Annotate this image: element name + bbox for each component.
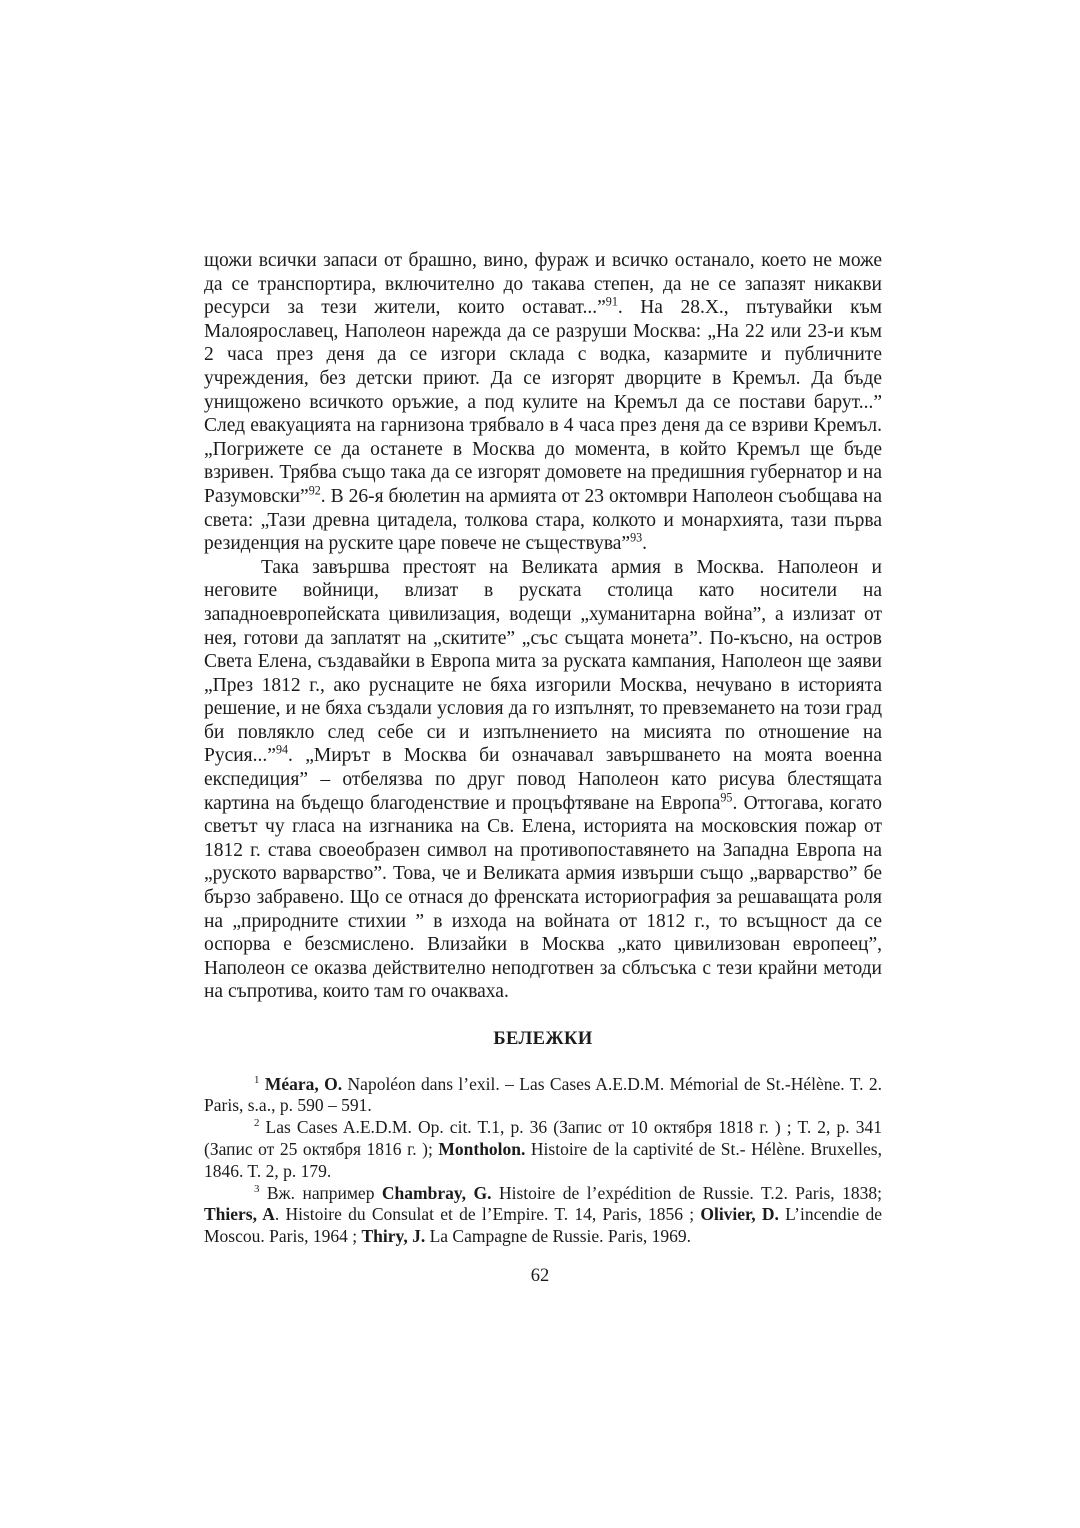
body-paragraph-2: Така завършва престоят на Великата армия в Москва. Наполеон и неговите войници, влизат в руската столица като носители на западноевропейската цивилизация, водещи „хуманитарна война”, а излизат от нея, готови да заплатят на „скитите” „със същата монета”. По-късно, на остров Света Елена, създавайки в Европа мита за руската кампания, Наполеон ще заяви „През 1812 г., ако руснаците не бяха изгорили Москва, нечувано в историята решение, и не бяха създали условия да го изпълнят, то превземането на този град би повлякло след себе си и изпълнението на мисията по отношение на Русия...”$^{94}$. „Мирът в Москва би означавал завършването на моята военна експедиция” – отбелязва по друг повод Наполеон като рисува блестящата картина на бъдещо благоденствие и процъфтяване на Европа$^{95}$. Оттогава, когато светът чу гласа на изгнаника на Св. Елена, историята на московския пожар от 1812 г. става своеобразен символ на противопоставянето на Западна Европа на „руското варварство”. Това, че и Великата армия извърши също „варварство” бе бързо забравено. Що се отнася до френската историография за решаващата роля на „природните стихии ” в изхода на войната от 1812 г., то всъщност да се оспорва е безсмислено. Влизайки в Москва „като цивилизован европеец”, Наполеон се оказва действително неподготвен за сблъсъка с тези крайни методи на съпротива, които там го очакваха. [204,556,883,1003]
footnotes-section [204,1074,882,1248]
footnote-3: $^3$ Вж. например Chambray, G. Histoire de l’expédition de Russie. T.2. Paris, 1838; Thiers, A. Histoire du Consulat et de l’Empire. T. 14, Paris, 1856 ; Olivier, D. L’incendie de Moscou. Paris, 1964 ; Thiry, J. La Campagne de Russie. Paris, 1969. [204,1182,882,1247]
page-number: 62 [530,1266,550,1286]
text-block [204,249,882,1248]
footnote-1: $^1$ Méara, O. Napoléon dans l’exil. – Las Cases A.E.D.M. Mémorial de St.-Hélène. T. 2. Paris, s.a., p. 590 – 591. [204,1073,883,1116]
notes-heading: БЕЛЕЖКИ [493,1029,593,1049]
body-paragraph-1: щожи всички запаси от брашно, вино, фураж и всичко останало, което не може да се транспортира, включително до такава степен, да не се запазят никакви ресурси за тези жители, които остават...”$^{91}$. На 28.Х., пътувайки към Малоярославец, Наполеон нарежда да се разруши Москва: „На 22 или 23-и към 2 часа през деня да се изгори склада с водка, казармите и публичните учреждения, без детски приют. Да се изгорят дворците в Кремъл. Да бъде унищожено всичкото оръжие, а под кулите на Кремъл да се постави барут...” След евакуацията на гарнизона трябвало в 4 часа през деня да се взриви Кремъл. „Погрижете се да останете в Москва до момента, в който Кремъл ще бъде взривен. Трябва също така да се изгорят домовете на предишния губернатор и на Разумовски”$^{92}$. В 26-я бюлетин на армията от 23 октомври Наполеон съобщава на света: „Тази древна цитадела, толкова стара, колкото и монархията, тази първа резиденция на руските царе повече не съществува”$^{93}$. [204,250,883,555]
footnote-2: $^2$ Las Cases A.E.D.M. Op. cit. T.1, p. 36 (Запис от 10 октября 1818 г. ) ; T. 2, p. 341 (Запис от 25 октября 1816 г. ); Montholon. Histoire de la captivité de St.- Hélène. Bruxelles, 1846. T. 2, p. 179. [204,1117,882,1181]
